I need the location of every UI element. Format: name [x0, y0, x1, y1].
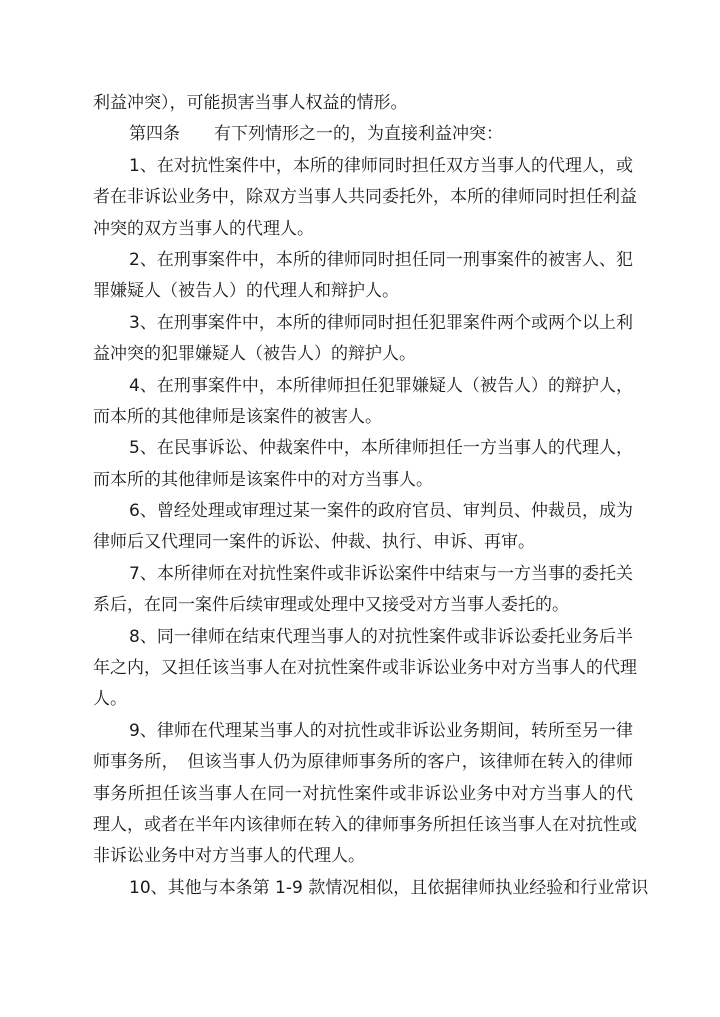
- paragraph: [93, 371, 633, 434]
- paragraph: [93, 245, 633, 308]
- text-line: 10、其他与本条第 1-9 款情况相似，且依据律师执业经验和行业常识: [129, 877, 649, 898]
- text-line: 2、在刑事案件中，本所的律师同时担任同一刑事案件的被害人、犯: [129, 249, 633, 270]
- text-line: 益冲突的犯罪嫌疑人（被告人）的辩护人。: [93, 344, 416, 365]
- paragraph: [93, 559, 633, 622]
- text-line: 5、在民事诉讼、仲裁案件中，本所律师担任一方当事人的代理人，: [129, 438, 633, 459]
- text-line: 利益冲突），可能损害当事人权益的情形。: [93, 93, 408, 113]
- paragraph: [93, 873, 649, 904]
- text-line: 者在非诉讼业务中，除双方当事人共同委托外，本所的律师同时担任利益: [93, 187, 637, 208]
- paragraph: [93, 433, 633, 496]
- paragraph: [93, 151, 637, 245]
- text-line: 人。: [93, 689, 127, 710]
- paragraph: [93, 308, 633, 371]
- text-line: 3、在刑事案件中，本所的律师同时担任犯罪案件两个或两个以上利: [129, 312, 633, 333]
- text-line: 师事务所， 但该当事人仍为原律师事务所的客户，该律师在转入的律师: [93, 752, 633, 773]
- text-line: 而本所的其他律师是该案件中的对方当事人。: [93, 469, 433, 490]
- text-line: 4、在刑事案件中，本所律师担任犯罪嫌疑人（被告人）的辩护人，: [129, 375, 633, 396]
- text-line: 罪嫌疑人（被告人）的代理人和辩护人。: [93, 281, 399, 302]
- text-line: 8、同一律师在结束代理当事人的对抗性案件或非诉讼委托业务后半: [129, 626, 633, 647]
- text-line: 而本所的其他律师是该案件的被害人。: [93, 406, 382, 427]
- text-line: 6、曾经处理或审理过某一案件的政府官员、审判员、仲裁员，成为: [129, 501, 633, 522]
- text-line: 非诉讼业务中对方当事人的代理人。: [93, 846, 365, 867]
- paragraph: [93, 622, 637, 716]
- text-line: 律师后又代理同一案件的诉讼、仲裁、执行、申诉、再审。: [93, 532, 535, 553]
- text-line: 7、本所律师在对抗性案件或非诉讼案件中结束与一方当事的委托关: [129, 563, 633, 584]
- text-line: 冲突的双方当事人的代理人。: [93, 218, 314, 239]
- text-line: 1、在对抗性案件中，本所的律师同时担任双方当事人的代理人，或: [129, 155, 633, 176]
- text-line: 9、律师在代理某当事人的对抗性或非诉讼业务期间，转所至另一律: [129, 720, 633, 741]
- text-line: 系后，在同一案件后续审理或处理中又接受对方当事人委托的。: [93, 595, 569, 616]
- text-line: 第四条 有下列情形之一的，为直接利益冲突：: [129, 124, 503, 145]
- paragraph: [93, 496, 633, 559]
- paragraph: [93, 88, 633, 119]
- paragraph: [93, 119, 633, 150]
- paragraph: [93, 716, 637, 873]
- document-page: [93, 88, 649, 904]
- text-line: 年之内，又担任该当事人在对抗性案件或非诉讼业务中对方当事人的代理: [93, 658, 637, 679]
- text-line: 理人，或者在半年内该律师在转入的律师事务所担任该当事人在对抗性或: [93, 814, 637, 835]
- text-line: 事务所担任该当事人在同一对抗性案件或非诉讼业务中对方当事人的代: [93, 783, 633, 804]
